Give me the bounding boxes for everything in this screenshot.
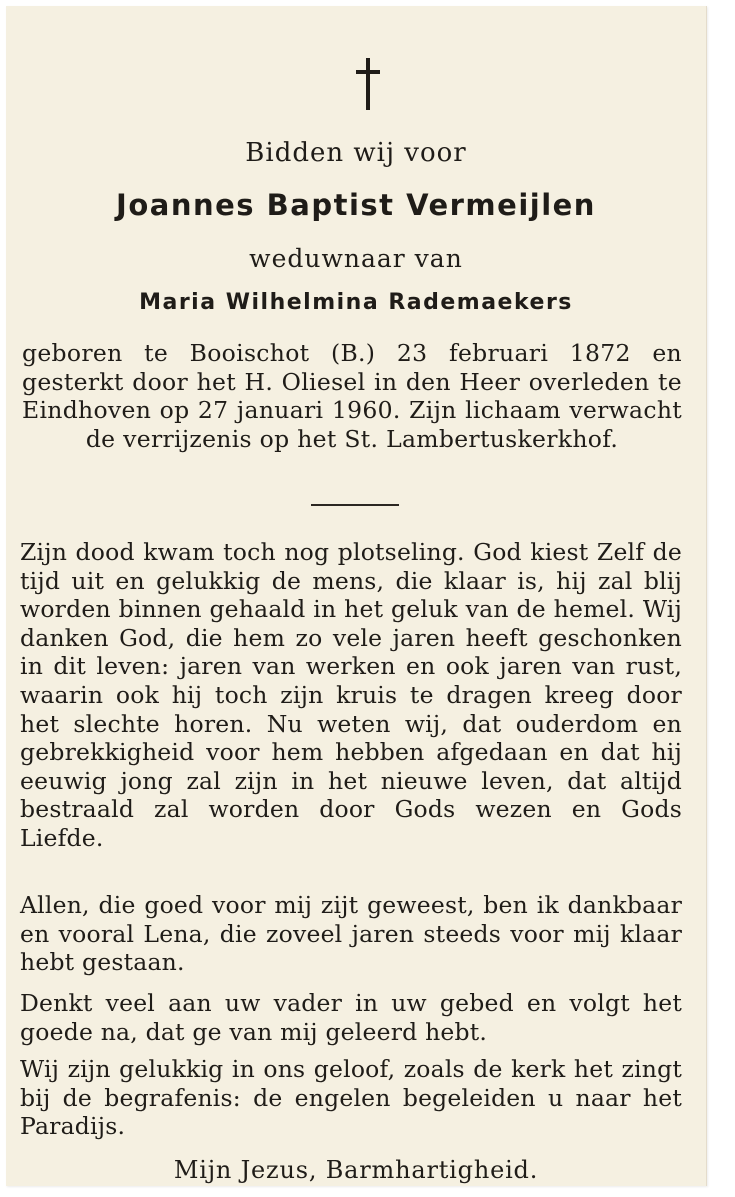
deceased-name: Joannes Baptist Vermeijlen	[116, 188, 596, 222]
memorial-card	[6, 6, 707, 1186]
cross-icon	[356, 58, 380, 110]
paragraph-2: Allen, die goed voor mij zijt geweest, ben ik dankbaar en vooral Lena, die zoveel jaren steeds voor mij klaar hebt gestaan.	[20, 891, 682, 977]
birth-death-details: geboren te Booischot (B.) 23 februari 1872 en gesterkt door het H. Oliesel in den Heer overleden te Eindhoven op 27 januari 1960. Zijn lichaam verwacht de verrijzenis op het St. Lambertuskerkhof.	[22, 339, 682, 453]
intro-text: Bidden wij voor	[245, 138, 467, 168]
paragraph-3: Denkt veel aan uw vader in uw gebed en volgt het goede na, dat ge van mij geleerd hebt.	[20, 989, 682, 1046]
widow-of-text: weduwnaar van	[249, 244, 463, 273]
spouse-name: Maria Wilhelmina Rademaekers	[139, 290, 573, 315]
paragraph-4: Wij zijn gelukkig in ons geloof, zoals de kerk het zingt bij de begrafenis: de engelen begeleiden u naar het Paradijs.	[20, 1055, 682, 1141]
closing-prayer: Mijn Jezus, Barmhartigheid.	[173, 1156, 539, 1184]
divider-line	[311, 504, 399, 506]
paragraph-1: Zijn dood kwam toch nog plotseling. God kiest Zelf de tijd uit en gelukkig de mens, die klaar is, hij zal blij worden binnen gehaald in het geluk van de hemel. Wij danken God, die hem zo vele jaren heeft geschonken in dit leven: jaren van werken en ook jaren van rust, waarin ook hij toch zijn kruis te dragen kreeg door het slechte horen. Nu weten wij, dat ouderdom en gebrekkigheid voor hem hebben afgedaan en dat hij eeuwig jong zal zijn in het nieuwe leven, dat altijd bestraald zal worden door Gods wezen en Gods Liefde.	[20, 538, 682, 852]
